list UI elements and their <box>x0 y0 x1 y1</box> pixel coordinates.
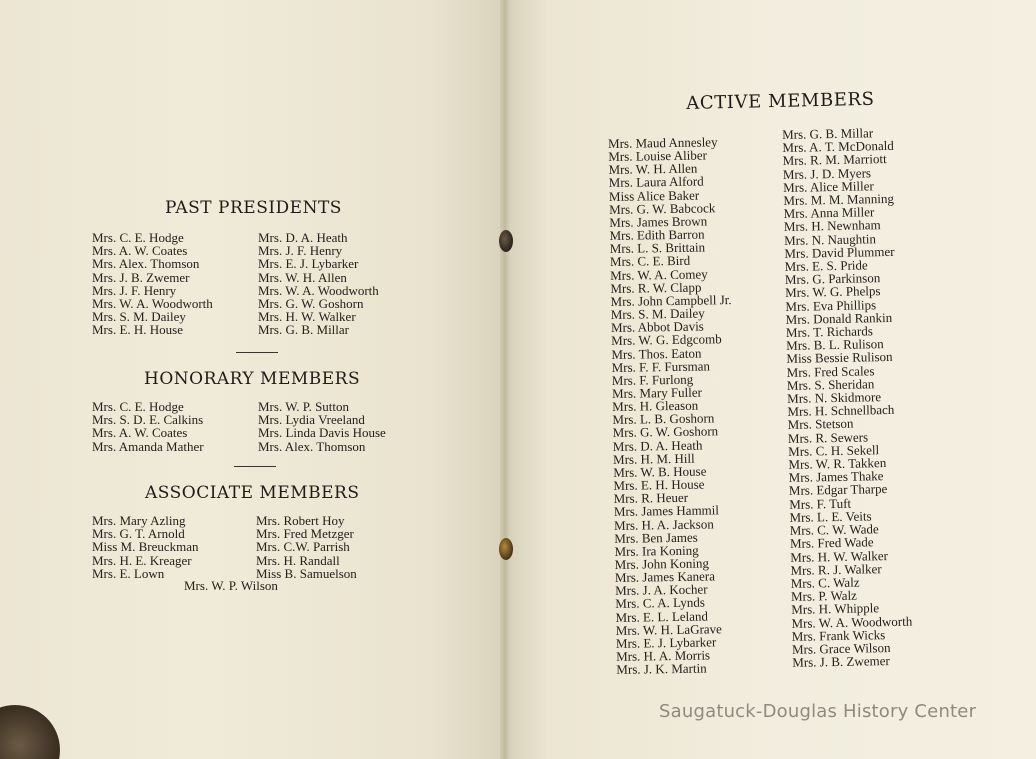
member-name: Mrs. F. Furlong <box>611 371 694 388</box>
member-name: Mrs. C. E. Hodge <box>92 230 184 245</box>
member-name: Mrs. C. W. Wade <box>789 521 879 539</box>
member-name: Miss Bessie Rulison <box>786 349 893 367</box>
member-name: Mrs. H. Gleason <box>612 397 699 415</box>
past-presidents-left-column <box>92 231 213 337</box>
honorary-members-right-column <box>258 400 386 453</box>
member-name: Mrs. Edgar Tharpe <box>788 481 888 499</box>
member-name: Mrs. L. E. Veits <box>789 508 872 525</box>
member-name: Miss B. Samuelson <box>256 565 357 581</box>
member-name: Mrs. W. G. Phelps <box>785 283 881 301</box>
member-name: Mrs. G. B. Millar <box>781 125 874 142</box>
member-name: Mrs. S. Sheridan <box>786 376 875 393</box>
member-name: Mrs. Robert Hoy <box>256 513 345 528</box>
member-name: Mrs. Eva Phillips <box>785 296 877 314</box>
member-name: Mrs. C. A. Lynds <box>615 595 706 612</box>
member-name: Mrs. James Kanera <box>614 568 716 586</box>
member-name: Mrs. S. M. Dailey <box>92 309 186 325</box>
member-name: Mrs. C. Walz <box>790 574 860 591</box>
member-name: Mrs. H. Newnham <box>783 217 881 235</box>
member-name: Mrs. R. M. Marriott <box>782 151 887 169</box>
member-name: Mrs. A. W. Coates <box>92 243 188 259</box>
member-name: Mrs. N. Skidmore <box>787 389 882 407</box>
right-page <box>505 0 1036 759</box>
member-name: Mrs. Fred Wade <box>789 534 874 552</box>
member-name: Mrs. P. Walz <box>790 587 858 605</box>
active-members-left-column <box>608 135 737 676</box>
member-name: Mrs. Lydia Vreeland <box>258 412 365 428</box>
member-name: Mrs. H. A. Morris <box>616 647 711 665</box>
member-name: Mrs. W. H. LaGrave <box>615 621 723 638</box>
member-name: Mrs. C. E. Hodge <box>92 399 184 414</box>
member-name: Mrs. John Campbell Jr. <box>610 291 732 309</box>
member-name: Mrs. Abbot Davis <box>610 318 704 336</box>
member-name: Mrs. Anna Miller <box>783 204 875 222</box>
member-name: Mrs. A. T. McDonald <box>782 138 894 156</box>
member-name: Mrs. Amanda Mather <box>92 438 204 454</box>
member-name: Mrs. E. J. Lybarker <box>615 634 717 651</box>
section-divider <box>236 352 278 353</box>
member-name: Mrs. Ben James <box>614 529 698 546</box>
member-name: Mrs. Alex. Thomson <box>92 256 200 272</box>
member-name: Mrs. Alice Miller <box>782 178 874 195</box>
member-name: Mrs. W. G. Edgcomb <box>611 331 722 349</box>
member-name: Mrs. W. A. Woodworth <box>258 282 379 298</box>
member-name: Mrs. H. Whipple <box>791 600 880 618</box>
member-name: Mrs. John Koning <box>614 555 710 572</box>
member-name: Mrs. Maud Annesley <box>607 134 718 151</box>
member-name: Mrs. J. B. Zwemer <box>92 269 190 285</box>
member-name: Mrs. G. T. Arnold <box>92 526 185 542</box>
member-name: Mrs. W. P. Sutton <box>258 399 350 414</box>
member-name: Mrs. Laura Alford <box>608 173 704 191</box>
member-name: Mrs. Louise Aliber <box>608 147 707 165</box>
associate-member-last: Mrs. W. P. Wilson <box>184 578 278 593</box>
member-name: Mrs. James Brown <box>609 213 708 230</box>
member-name: Mrs. James Thake <box>788 468 884 486</box>
member-name: Mrs. James Hammil <box>613 502 720 520</box>
member-name: Mrs. J. B. Zwemer <box>792 653 890 671</box>
honorary-members-left-column <box>92 400 204 453</box>
member-name: Mrs. Linda Davis House <box>258 425 386 441</box>
member-name: Mrs. Frank Wicks <box>791 626 886 644</box>
member-name: Mrs. David Plummer <box>784 243 895 261</box>
member-name: Mrs. Mary Fuller <box>611 384 703 401</box>
member-name: Mrs. Fred Scales <box>786 362 875 380</box>
member-name: Mrs. W. A. Woodworth <box>92 296 213 312</box>
member-name: Mrs. W. H. Allen <box>608 160 698 178</box>
staple-top <box>499 230 513 252</box>
member-name: Mrs. F. F. Fursman <box>611 358 711 375</box>
member-name: Mrs. E. H. House <box>613 476 705 494</box>
member-name: Mrs. W. B. House <box>613 463 707 480</box>
member-name: Mrs. C. E. Bird <box>609 253 691 270</box>
member-name: Mrs. E. S. Pride <box>784 257 868 275</box>
member-name: Mrs. W. H. Allen <box>258 269 347 285</box>
member-name: Mrs. T. Richards <box>785 323 873 341</box>
booklet-spine <box>500 0 510 759</box>
member-name: Mrs. G. W. Goshorn <box>258 296 364 312</box>
staple-bottom <box>499 538 513 560</box>
watermark: Saugatuck-Douglas History Center <box>659 701 977 722</box>
member-name: Mrs. H. Schnellbach <box>787 402 895 420</box>
member-name: Mrs. E. Lown <box>92 565 165 581</box>
member-name: Mrs. J. F. Henry <box>258 243 343 259</box>
member-name: Mrs. C.W. Parrish <box>256 539 350 555</box>
member-name: Mrs. Fred Metzger <box>256 526 354 542</box>
past-presidents-heading: PAST PRESIDENTS <box>165 198 342 218</box>
member-name: Mrs. C. H. Sekell <box>788 442 880 459</box>
member-name: Mrs. R. W. Clapp <box>610 279 702 296</box>
member-name: Mrs. M. M. Manning <box>783 190 895 209</box>
member-name: Mrs. R. J. Walker <box>790 560 882 578</box>
member-name: Mrs. S. M. Dailey <box>610 305 705 323</box>
member-name: Mrs. W. A. Comey <box>610 266 708 283</box>
member-name: Mrs. H. Randall <box>256 552 340 568</box>
member-name: Mrs. Donald Rankin <box>785 309 893 327</box>
member-name: Mrs. G. W. Babcock <box>609 200 716 217</box>
associate-members-heading: ASSOCIATE MEMBERS <box>145 483 360 503</box>
member-name: Mrs. Thos. Eaton <box>611 345 702 362</box>
member-name: Miss Alice Baker <box>608 187 700 204</box>
member-name: Mrs. G. Parkinson <box>784 270 881 288</box>
member-name: Mrs. H. W. Walker <box>258 309 356 325</box>
active-members-heading: ACTIVE MEMBERS <box>686 88 875 114</box>
past-presidents-right-column <box>258 231 379 337</box>
member-name: Mrs. D. A. Heath <box>612 437 703 454</box>
member-name: Mrs. A. W. Coates <box>92 425 188 441</box>
active-members-right-column <box>782 126 913 670</box>
member-name: Mrs. B. L. Rulison <box>786 336 884 354</box>
member-name: Mrs. H. W. Walker <box>790 547 889 565</box>
associate-members-left-column <box>92 514 199 580</box>
member-name: Mrs. E. J. Lybarker <box>258 256 359 272</box>
member-name: Mrs. E. L. Leland <box>615 608 709 625</box>
member-name: Mrs. H. E. Kreager <box>92 552 192 568</box>
member-name: Mrs. D. A. Heath <box>258 230 348 245</box>
member-name: Mrs. N. Naughtin <box>784 230 876 248</box>
member-name: Mrs. H. M. Hill <box>612 450 695 467</box>
member-name: Mrs. F. Tuft <box>789 495 852 512</box>
honorary-members-heading: HONORARY MEMBERS <box>144 369 361 389</box>
member-name: Mrs. G. W. Goshorn <box>612 423 719 441</box>
member-name: Mrs. W. A. Woodworth <box>791 613 913 631</box>
member-name: Miss M. Breuckman <box>92 539 199 555</box>
member-name: Mrs. J. A. Kocher <box>615 581 708 599</box>
member-name: Mrs. J. D. Myers <box>782 164 872 182</box>
member-name: Mrs. Mary Azling <box>92 513 186 528</box>
member-name: Mrs. W. R. Takken <box>788 455 887 473</box>
member-name: Mrs. S. D. E. Calkins <box>92 412 204 428</box>
associate-members-right-column <box>256 514 357 580</box>
member-name: Mrs. J. F. Henry <box>92 282 177 298</box>
member-name: Mrs. Ira Koning <box>614 542 699 559</box>
member-name: Mrs. E. H. House <box>92 322 183 338</box>
member-name: Mrs. R. Heuer <box>613 490 689 507</box>
member-name: Mrs. R. Sewers <box>787 429 869 446</box>
member-name: Mrs. Alex. Thomson <box>258 438 366 454</box>
member-name: Mrs. L. S. Brittain <box>609 239 706 257</box>
member-name: Mrs. J. K. Martin <box>616 660 707 678</box>
member-name: Mrs. Grace Wilson <box>791 639 891 657</box>
member-name: Mrs. Edith Barron <box>609 226 705 244</box>
member-name: Mrs. H. A. Jackson <box>613 515 714 533</box>
member-name: Mrs. Stetson <box>787 416 854 433</box>
section-divider <box>234 466 276 467</box>
member-name: Mrs. G. B. Millar <box>258 322 349 338</box>
member-name: Mrs. L. B. Goshorn <box>612 410 715 428</box>
